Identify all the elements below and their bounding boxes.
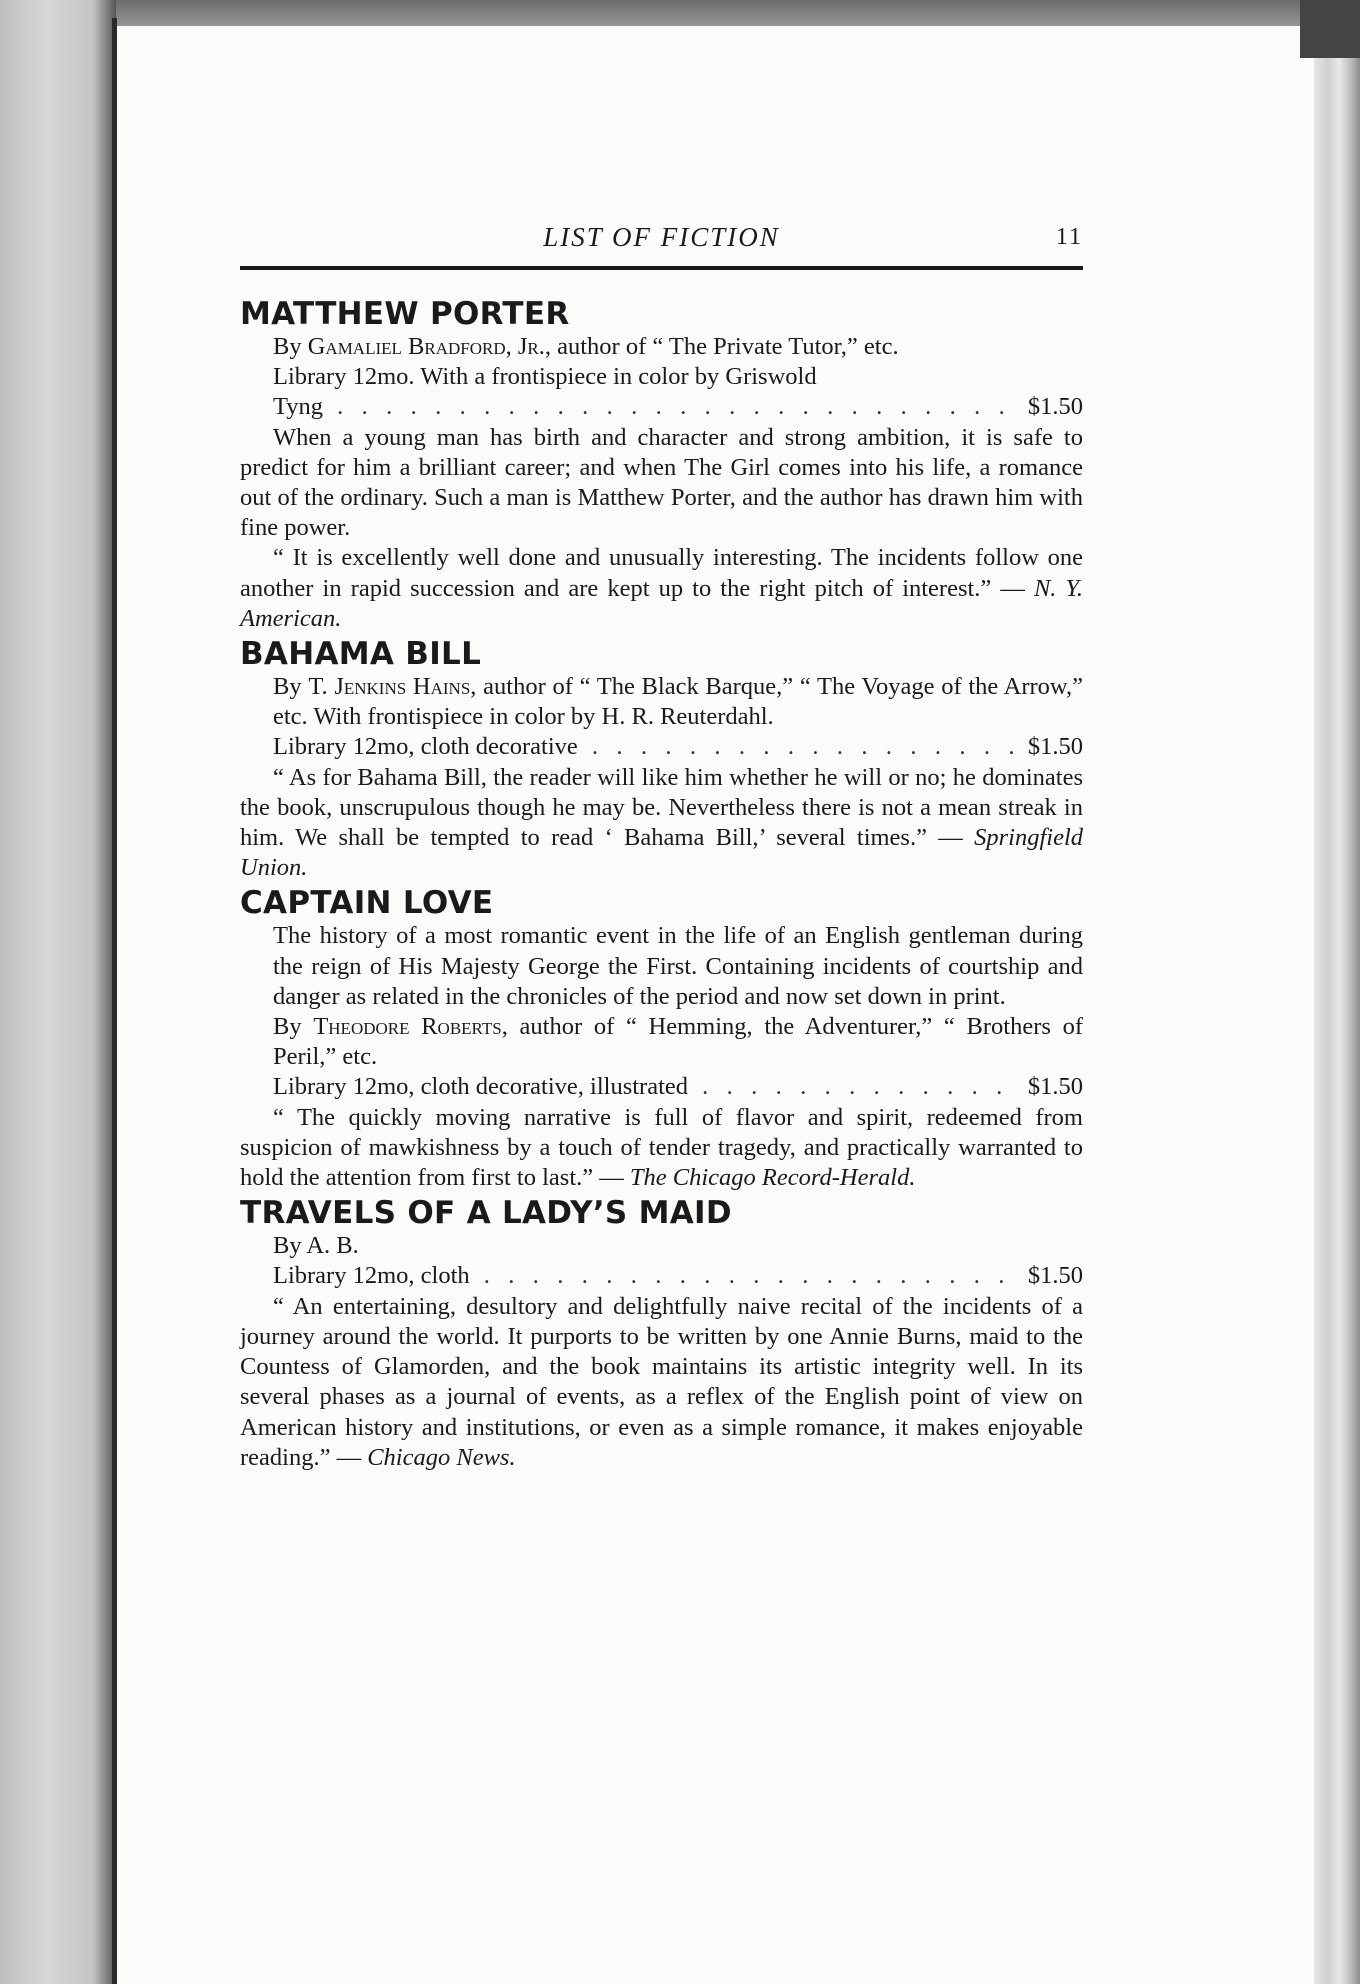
entry-travels-of-a-ladys-maid <box>240 1195 1083 1473</box>
byline-prefix: By <box>273 333 308 360</box>
entry-description: The history of a most romantic event in the life of an English gentleman during the reign of His Majesty George the First. Containing incidents of courtship and danger as related in the chronicles of the period and now set down in print. <box>273 922 1083 1010</box>
entry-byline <box>240 332 1083 362</box>
entry-review <box>240 1292 1083 1473</box>
entry-byline: By A. B. <box>273 1232 359 1260</box>
price-line <box>240 732 1083 762</box>
price-line <box>240 1261 1083 1291</box>
price-line <box>240 1072 1083 1102</box>
entry-title: TRAVELS OF A LADY’S MAID <box>240 1195 732 1232</box>
fiction-list <box>240 296 1083 1473</box>
price: $1.50 <box>1027 733 1083 761</box>
entry-bahama-bill <box>240 636 1083 883</box>
review-source: The Chicago Record-Herald. <box>629 1164 916 1192</box>
author-name: T. Jenkins Hains <box>308 673 471 701</box>
entry-review <box>240 763 1083 884</box>
scan-border-top <box>0 0 1360 28</box>
author-name: Theodore Roberts <box>313 1013 502 1041</box>
entry-byline <box>240 672 1083 732</box>
byline-suffix: , author of “ Hemming, the Adventurer,” “ Brothers of Peril,” etc. <box>273 1013 1084 1071</box>
review-text: “ The quickly moving narrative is full of flavor and spirit, redeemed from suspicion of mawkishness by a touch of tender tragedy, and practically warranted to hold the attention from first to last.” — <box>240 1103 1083 1192</box>
edition-info: Library 12mo. With a frontispiece in color by Griswold <box>273 363 817 391</box>
review-source: Chicago News. <box>367 1443 516 1471</box>
dot-leader <box>331 392 1020 422</box>
entry-title: CAPTAIN LOVE <box>240 885 494 922</box>
page-number: 11 <box>1055 224 1083 250</box>
review-text: “ As for Bahama Bill, the reader will like him whether he will or no; he dominates the book, unscrupulous though he may be. Nevertheless there is not a mean streak in him. We shall be tempted to read ‘ Bahama Bill,’ several times.” — <box>240 763 1083 852</box>
entry-byline <box>240 1012 1083 1072</box>
byline-prefix: By <box>273 1013 314 1041</box>
edition-info: Library 12mo, cloth <box>273 1262 470 1290</box>
book-binding <box>0 0 116 1984</box>
price: $1.50 <box>1027 393 1083 421</box>
author-name: Gamaliel Bradford, Jr. <box>307 333 545 360</box>
running-head-title: LIST OF FICTION <box>543 222 780 252</box>
review-source: N. Y. American. <box>240 574 1083 632</box>
running-head <box>240 222 1083 262</box>
byline-suffix: , author of “ The Private Tutor,” etc. <box>544 333 899 360</box>
price: $1.50 <box>1027 1262 1083 1290</box>
entry-review <box>240 1103 1083 1194</box>
page-edges <box>1314 20 1360 1984</box>
price-line <box>240 392 1083 422</box>
edition-info: Library 12mo, cloth decorative <box>273 733 578 761</box>
dot-leader <box>478 1261 1020 1291</box>
dot-leader <box>586 732 1020 762</box>
header-rule <box>240 266 1083 270</box>
entry-title: BAHAMA BILL <box>240 636 482 673</box>
edition-info: Tyng <box>273 393 324 421</box>
entry-title: MATTHEW PORTER <box>240 296 570 332</box>
entry-captain-love <box>240 885 1083 1193</box>
scan-corner <box>1300 0 1360 58</box>
byline-prefix: By <box>273 673 309 701</box>
edition-info: Library 12mo, cloth decorative, illustrated <box>273 1073 689 1101</box>
review-text: “ An entertaining, desultory and delightfully naive recital of the incidents of a journey around the world. It purports to be written by one Annie Burns, maid to the Countess of Glamorden, and the book maintains its artistic integrity well. In its several phases as a journal of events, as a reflex of the English point of view on American history and institutions, or even as a simple romance, it makes enjoyable reading.” — <box>240 1292 1083 1471</box>
review-source: Springfield Union. <box>240 824 1083 882</box>
entry-description: When a young man has birth and character and strong ambition, it is safe to predict for him a brilliant career; and when The Girl comes into his life, a romance out of the ordinary. Such a man is Matthew Porter, and the author has drawn him with fine power. <box>240 423 1083 542</box>
entry-matthew-porter <box>240 296 1083 634</box>
entry-review <box>240 543 1083 634</box>
review-text: “ It is excellently well done and unusually interesting. The incidents follow one another in rapid succession and are kept up to the right pitch of interest.” — <box>240 544 1083 602</box>
price: $1.50 <box>1027 1073 1083 1101</box>
byline-suffix: , author of “ The Black Barque,” “ The Voyage of the Arrow,” etc. With frontispiece in color by H. R. Reuterdahl. <box>273 673 1083 731</box>
dot-leader <box>696 1072 1020 1102</box>
